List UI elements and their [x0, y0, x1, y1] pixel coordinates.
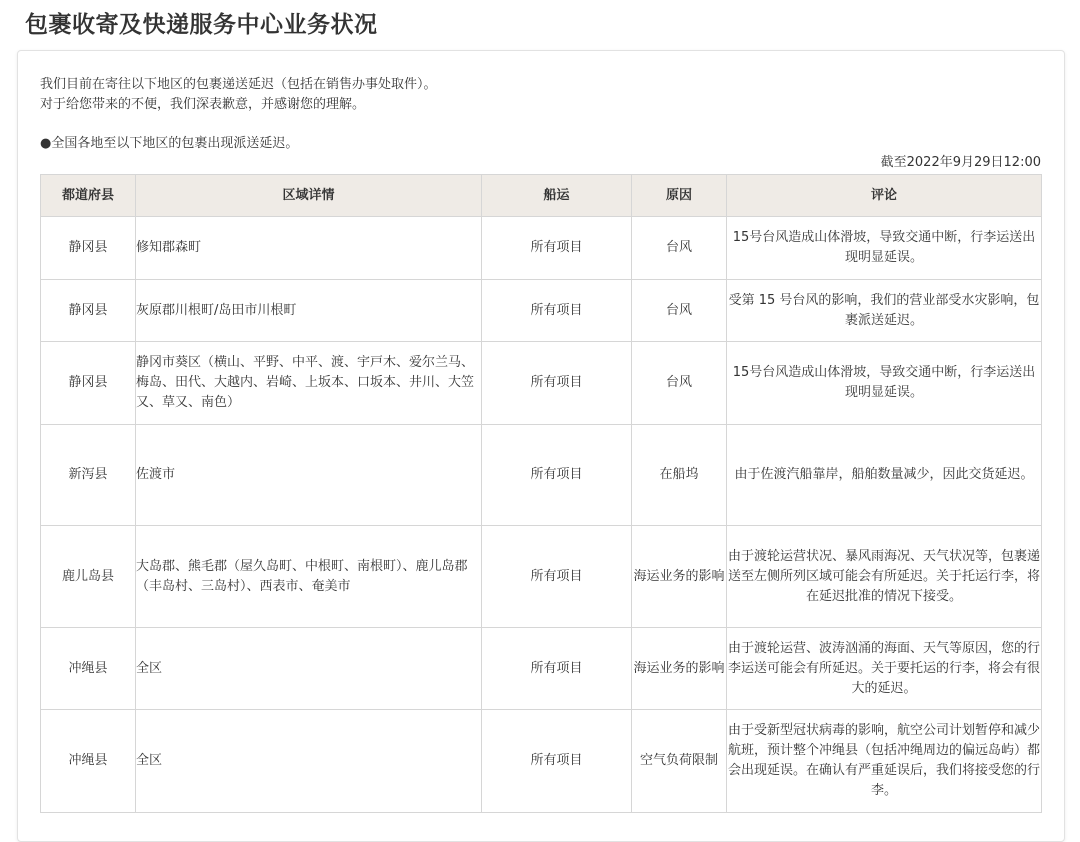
prefecture-cell: 冲绳县 — [41, 710, 136, 813]
shipping-cell: 所有项目 — [482, 217, 632, 280]
reason-cell: 台风 — [632, 217, 727, 280]
status-card — [17, 50, 1065, 842]
reason-cell: 海运业务的影响 — [632, 628, 727, 710]
comment-cell: 由于渡轮运营、波涛汹涌的海面、天气等原因，您的行李运送可能会有所延迟。关于要托运的行李，将会有很大的延迟。 — [727, 628, 1042, 710]
shipping-cell: 所有项目 — [482, 628, 632, 710]
delivery-status-table — [40, 174, 1042, 813]
shipping-cell: 所有项目 — [482, 342, 632, 425]
prefecture-cell: 静冈县 — [41, 280, 136, 342]
table-row — [41, 280, 1042, 342]
table-row — [41, 526, 1042, 628]
area-cell: 大岛郡、熊毛郡（屋久岛町、中根町、南根町）、鹿儿岛郡（丰岛村、三岛村）、西表市、奄美市 — [136, 526, 482, 628]
delay-bullet: ●全国各地至以下地区的包裹出现派送延迟。 — [40, 136, 299, 151]
comment-cell: 由于渡轮运营状况、暴风雨海况、天气状况等，包裹递送至左侧所列区域可能会有所延迟。关于托运行李，将在延迟批准的情况下接受。 — [727, 526, 1042, 628]
reason-cell: 台风 — [632, 342, 727, 425]
notice-line-1: 我们目前在寄往以下地区的包裹递送延迟（包括在销售办事处取件）。 — [40, 77, 437, 92]
table-row — [41, 628, 1042, 710]
header-comment: 评论 — [727, 175, 1042, 217]
shipping-cell: 所有项目 — [482, 280, 632, 342]
table-row — [41, 710, 1042, 813]
prefecture-cell: 新泻县 — [41, 425, 136, 526]
comment-cell: 15号台风造成山体滑坡，导致交通中断，行李运送出现明显延误。 — [727, 342, 1042, 425]
prefecture-cell: 静冈县 — [41, 217, 136, 280]
reason-cell: 海运业务的影响 — [632, 526, 727, 628]
area-cell: 全区 — [136, 710, 482, 813]
shipping-cell: 所有项目 — [482, 425, 632, 526]
reason-cell: 在船坞 — [632, 425, 727, 526]
area-cell: 修知郡森町 — [136, 217, 482, 280]
area-cell: 静冈市葵区（横山、平野、中平、渡、宇戸木、爱尔兰马、梅岛、田代、大越内、岩崎、上坂本、口坂本、井川、大笠又、草又、南色） — [136, 342, 482, 425]
page-title: 包裹收寄及快递服务中心业务状况 — [25, 12, 378, 38]
reason-cell: 空气负荷限制 — [632, 710, 727, 813]
shipping-cell: 所有项目 — [482, 526, 632, 628]
prefecture-cell: 冲绳县 — [41, 628, 136, 710]
as-of-timestamp: 截至2022年9月29日12:00 — [880, 155, 1041, 170]
table-row — [41, 342, 1042, 425]
header-area: 区域详情 — [136, 175, 482, 217]
table-row — [41, 425, 1042, 526]
table-header-row — [41, 175, 1042, 217]
reason-cell: 台风 — [632, 280, 727, 342]
area-cell: 灰原郡川根町/岛田市川根町 — [136, 280, 482, 342]
area-cell: 全区 — [136, 628, 482, 710]
prefecture-cell: 静冈县 — [41, 342, 136, 425]
area-cell: 佐渡市 — [136, 425, 482, 526]
header-reason: 原因 — [632, 175, 727, 217]
header-shipping: 船运 — [482, 175, 632, 217]
header-prefecture: 都道府县 — [41, 175, 136, 217]
comment-cell: 15号台风造成山体滑坡，导致交通中断，行李运送出现明显延误。 — [727, 217, 1042, 280]
table-row — [41, 217, 1042, 280]
comment-cell: 受第 15 号台风的影响，我们的营业部受水灾影响，包裹派送延迟。 — [727, 280, 1042, 342]
notice-line-2: 对于给您带来的不便，我们深表歉意，并感谢您的理解。 — [40, 97, 366, 112]
delay-notice — [40, 75, 437, 115]
comment-cell: 由于佐渡汽船靠岸，船舶数量减少，因此交货延迟。 — [727, 425, 1042, 526]
prefecture-cell: 鹿儿岛县 — [41, 526, 136, 628]
comment-cell: 由于受新型冠状病毒的影响，航空公司计划暂停和减少航班，预计整个冲绳县（包括冲绳周边的偏远岛屿）都会出现延误。在确认有严重延误后，我们将接受您的行李。 — [727, 710, 1042, 813]
shipping-cell: 所有项目 — [482, 710, 632, 813]
